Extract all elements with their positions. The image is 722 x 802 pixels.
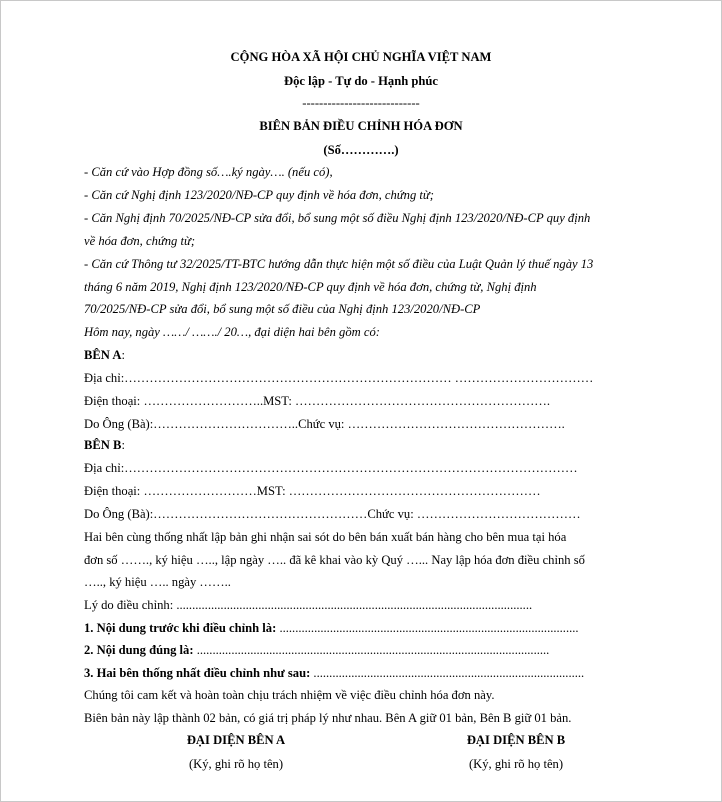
content-before-row <box>84 620 579 636</box>
basis-line-4: về hóa đơn, chứng từ; <box>84 234 196 248</box>
content-before-dots: ............................................................................................... <box>276 621 579 635</box>
meeting-date-line: Hôm nay, ngày ……/ ……./ 20…, đại diện hai bên gồm có: <box>84 325 380 339</box>
content-before-label: 1. Nội dung trước khi điều chỉnh là: <box>84 621 277 635</box>
agreement-line-1: Hai bên cùng thống nhất lập bản ghi nhận sai sót do bên bán xuất bán hàng cho bên mua tại hóa <box>84 530 567 544</box>
content-correct-row <box>84 642 549 658</box>
document-title: BIÊN BẢN ĐIỀU CHỈNH HÓA ĐƠN <box>259 119 463 133</box>
content-correct-label: 2. Nội dung đúng là: <box>84 643 194 657</box>
party-a-label: BÊN A <box>84 348 122 362</box>
signature-a-title: ĐẠI DIỆN BÊN A <box>186 733 286 747</box>
signature-a-note: (Ký, ghi rõ họ tên) <box>188 757 284 771</box>
content-correct-dots: ................................................................................................................ <box>193 643 550 657</box>
signature-b-title: ĐẠI DIỆN BÊN B <box>466 733 566 747</box>
party-b-label: BÊN B <box>84 438 122 452</box>
basis-line-6: tháng 6 năm 2019, Nghị định 123/2020/NĐ-CP quy định về hóa đơn, chứng từ, Nghị định <box>84 280 537 294</box>
basis-line-3: - Căn Nghị định 70/2025/NĐ-CP sửa đổi, bổ sung một số điều Nghị định 123/2020/NĐ-CP quy định <box>84 211 591 225</box>
agreed-adjustment-label: 3. Hai bên thống nhất điều chỉnh như sau: <box>84 666 311 680</box>
commitment-line: Chúng tôi cam kết và hoàn toàn chịu trách nhiệm về việc điều chỉnh hóa đơn này. <box>84 688 495 702</box>
agreement-line-3: ….., ký hiệu ….. ngày …….. <box>84 575 231 589</box>
basis-line-2: - Căn cứ Nghị định 123/2020/NĐ-CP quy định về hóa đơn, chứng từ; <box>84 188 434 202</box>
copies-line: Biên bản này lập thành 02 bản, có giá trị pháp lý như nhau. Bên A giữ 01 bản, Bên B giữ 01 bản. <box>84 711 572 725</box>
agreed-adjustment-dots: ...................................................................................... <box>310 666 585 680</box>
adjustment-reason: Lý do điều chỉnh: ................................................................................................................. <box>84 598 533 612</box>
heading-divider: ---------------------------- <box>302 96 420 110</box>
agreement-line-2: đơn số ……., ký hiệu ….., lập ngày ….. đã kê khai vào kỳ Quý …... Nay lập hóa đơn điều chỉnh số <box>84 553 585 567</box>
party-a-phone: Điện thoại: ………………………..MST: ……………………………………………………. <box>84 394 551 408</box>
party-a-representative: Do Ông (Bà):……………………………..Chức vụ: ……………………………………………. <box>84 417 565 431</box>
party-b-heading <box>84 437 125 453</box>
nation-heading: CỘNG HÒA XÃ HỘI CHỦ NGHĨA VIỆT NAM <box>230 50 492 64</box>
party-b-colon: : <box>121 438 125 452</box>
party-b-representative: Do Ông (Bà):……………………………………………Chức vụ: ………………………………… <box>84 507 581 521</box>
document-number: (Số………….) <box>323 143 399 157</box>
party-b-phone: Điện thoại: ………………………MST: …………………………………………………… <box>84 484 541 498</box>
party-a-heading <box>84 347 125 363</box>
basis-line-7: 70/2025/NĐ-CP sửa đổi, bổ sung một số điều của Nghị định 123/2020/NĐ-CP <box>84 302 481 316</box>
basis-line-5: - Căn cứ Thông tư 32/2025/TT-BTC hướng dẫn thực hiện một số điều của Luật Quản lý thuế ngày 13 <box>84 257 594 271</box>
party-b-address: Địa chỉ:……………………………………………………………………………………………… <box>84 461 578 475</box>
agreed-adjustment-row <box>84 665 584 681</box>
motto: Độc lập - Tự do - Hạnh phúc <box>284 74 438 88</box>
basis-line-1: - Căn cứ vào Hợp đồng số….ký ngày…. (nếu có), <box>84 165 333 179</box>
signature-b-note: (Ký, ghi rõ họ tên) <box>468 757 564 771</box>
party-a-address: Địa chỉ:…………………………………………………………………… …………………………… <box>84 371 594 385</box>
party-a-colon: : <box>121 348 125 362</box>
